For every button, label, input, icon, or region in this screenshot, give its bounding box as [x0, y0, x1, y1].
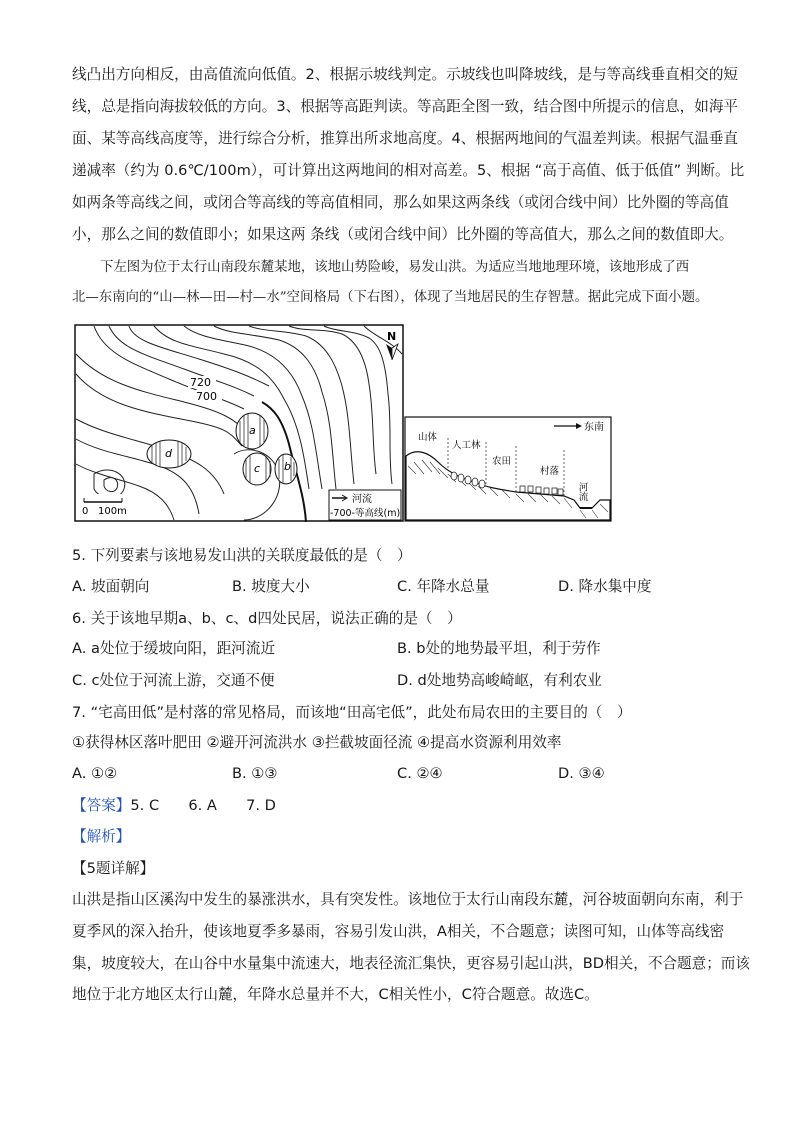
contour-label-720: 720: [190, 376, 211, 389]
scale-zero: 0: [82, 506, 89, 517]
detail-line-4: 地位于北方地区太行山麓，年降水总量并不大，C相关性小，C符合题意。故选C。: [72, 986, 599, 1003]
q5-option-b[interactable]: B. 坡度大小: [232, 578, 310, 595]
legend-river: 河流: [352, 494, 372, 505]
direction-label: 东南: [584, 422, 604, 433]
q7-option-c[interactable]: C. ②④: [397, 765, 443, 782]
contour-map: [74, 324, 404, 522]
question-6-stem: 6. 关于该地早期a、b、c、d四处民居，说法正确的是（ ）: [72, 610, 462, 627]
intro-line-3: 面、某等高线高度等，进行综合分析，推算出所求地高度。4、根据两地间的气温差判读。根据气温垂直: [72, 130, 739, 147]
site-label-c: c: [254, 462, 261, 475]
q6-option-a[interactable]: A. a处位于缓坡向阳，距河流近: [72, 640, 276, 657]
intro-line-6: 小，那么之间的数值即小；如果这两 条线（或闭合线中间）比外圈的等高值大，那么之间的数值即大。: [72, 226, 734, 243]
question-7-statements: ①获得林区落叶肥田 ②避开河流洪水 ③拦截坡面径流 ④提高水资源利用效率: [72, 734, 562, 751]
zone-label-village: 村落: [540, 466, 560, 477]
answer-text: 5. C 6. A 7. D: [130, 797, 276, 814]
zone-label-forest: 人工林: [452, 440, 481, 451]
zone-label-river: 河流: [576, 482, 588, 501]
detail-line-2: 夏季风的深入抬升，使该地夏季多暴雨，容易引发山洪，A相关，不合题意；读图可知，山体等高线密: [72, 923, 725, 940]
zone-label-farmland: 农田: [492, 456, 512, 467]
q6-option-d[interactable]: D. d处地势高峻崎岖，有利农业: [397, 672, 602, 689]
q7-option-a[interactable]: A. ①②: [72, 765, 118, 782]
site-label-b: b: [284, 460, 291, 473]
intro-line-1: 线凸出方向相反，由高值流向低值。2、根据示坡线判定。示坡线也叫降坡线，是与等高线垂直相交的短: [72, 66, 739, 83]
intro-line-5: 如两条等高线之间，或闭合等高线的等高值相同，那么如果这两条线（或闭合线中间）比外圈的等高值: [72, 194, 729, 211]
q7-option-b[interactable]: B. ①③: [232, 765, 278, 782]
scale-length: 100m: [98, 506, 127, 517]
detail-line-3: 集，坡度较大，在山谷中水量集中流速大，地表径流汇集快，更容易引起山洪，BD相关，不合题意；而该: [72, 955, 750, 972]
stem-line-1: 下左图为位于太行山南段东麓某地，该地山势险峻，易发山洪。为适应当地地理环境，该地形成了西: [100, 260, 690, 275]
answer-label: 【答案】: [72, 797, 131, 814]
q7-option-d[interactable]: D. ③④: [558, 765, 605, 782]
detail-label: 【5题详解】: [72, 860, 155, 877]
q5-option-c[interactable]: C. 年降水总量: [397, 578, 490, 595]
stem-line-2: 北—东南向的“山—林—田—村—水”空间格局（下右图），体现了当地居民的生存智慧。据此完成下面小题。: [72, 290, 709, 305]
q5-option-d[interactable]: D. 降水集中度: [558, 578, 652, 595]
legend-contour: -700-等高线(m): [330, 508, 401, 519]
q5-option-a[interactable]: A. 坡面朝向: [72, 578, 150, 595]
question-5-stem: 5. 下列要素与该地易发山洪的关联度最低的是（ ）: [72, 547, 412, 564]
intro-line-2: 线，总是指向海拔较低的方向。3、根据等高距判读。等高距全图一致，结合图中所提示的信息，如海平: [72, 98, 739, 115]
site-label-d: d: [165, 447, 172, 460]
q6-option-c[interactable]: C. c处位于河流上游，交通不便: [72, 672, 275, 689]
contour-label-700: 700: [196, 390, 217, 403]
contour-map-figure: [74, 324, 404, 522]
profile-figure: [404, 416, 612, 522]
question-7-stem: 7. “宅高田低”是村落的常见格局，而该地“田高宅低”，此处布局农田的主要目的（ ）: [72, 704, 632, 721]
zone-label-mountain: 山体: [418, 432, 438, 443]
analysis-label: 【解析】: [72, 828, 131, 845]
site-label-a: a: [249, 424, 256, 437]
q6-option-b[interactable]: B. b处的地势最平坦，利于劳作: [397, 640, 601, 657]
north-label: N: [387, 330, 397, 343]
answer-row: [72, 796, 276, 816]
intro-line-4: 递减率（约为 0.6℃/100m），可计算出这两地间的相对高差。5、根据 “高于高值、低于低值” 判断。比: [72, 162, 745, 179]
profile-diagram: [404, 416, 612, 522]
detail-line-1: 山洪是指山区溪沟中发生的暴涨洪水，具有突发性。该地位于太行山南段东麓，河谷坡面朝向东南，利于: [72, 891, 744, 908]
